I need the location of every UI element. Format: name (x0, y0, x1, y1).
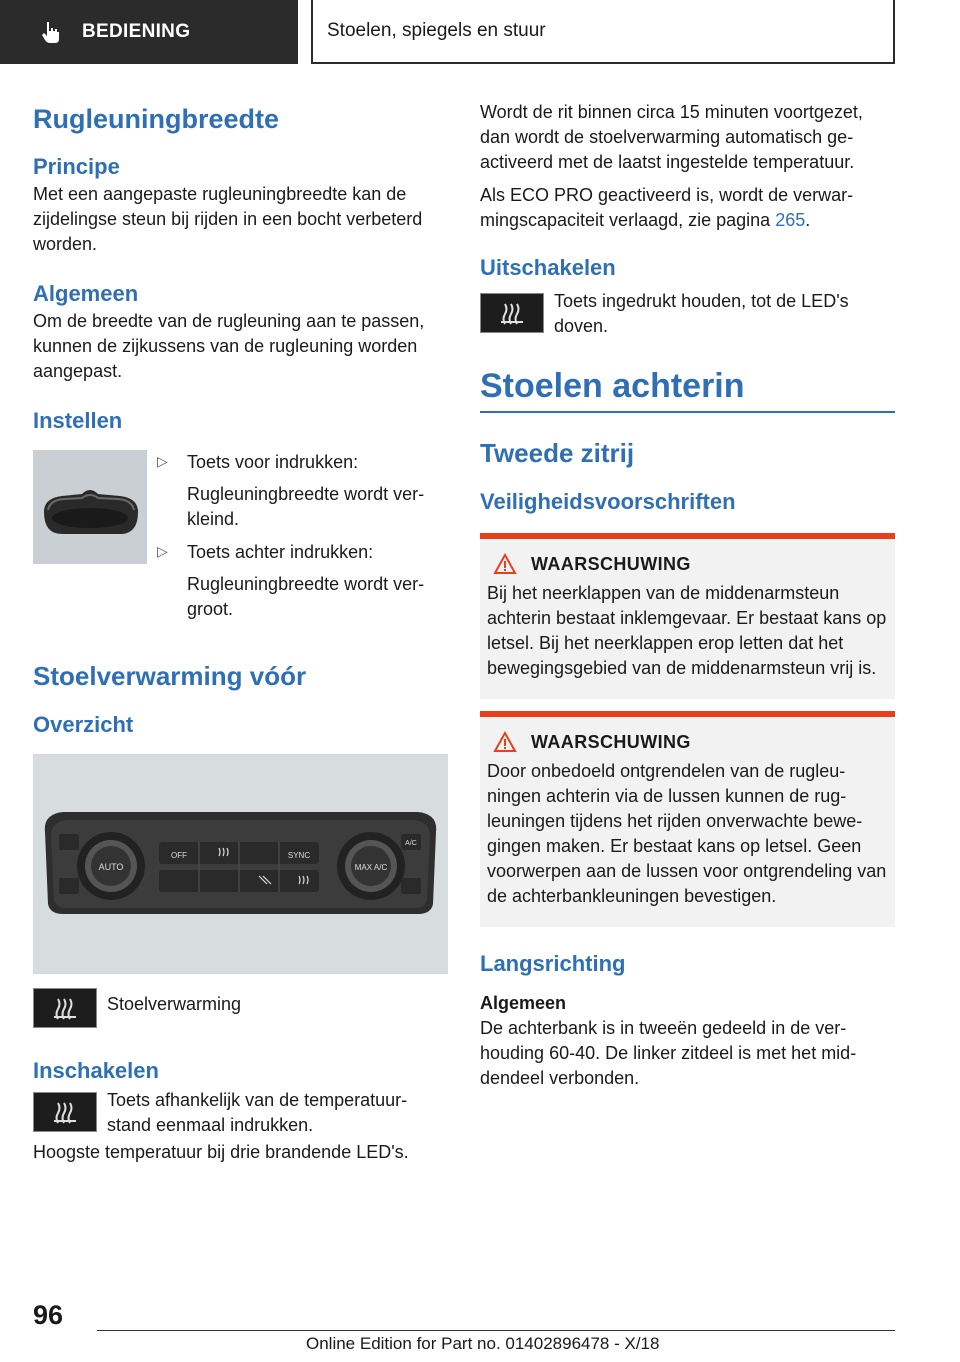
subheading-algemeen: Algemeen (480, 993, 567, 1013)
uitschakelen-text: Toets ingedrukt houden, tot de LED's doven. (554, 291, 849, 336)
inschakelen-row (33, 1088, 448, 1138)
warning-text: Bij het neerklappen van de middenarmsteun achterin bestaat inklemgevaar. Er bestaat kans op letsel. Bij het neerklappen erop letten dat het bewegingsgebied van de middenarmsteun vrij is. (487, 583, 887, 678)
seat-heating-caption: Stoelverwarming (107, 994, 242, 1014)
header-chapter (311, 0, 895, 64)
panel-label-max-ac: MAX A/C (354, 863, 388, 872)
header-chapter-label: Stoelen, spiegels en stuur (327, 20, 546, 41)
right-column (480, 100, 895, 1091)
seat-heating-caption-row (33, 988, 448, 1028)
bullet-text: Rugleuningbreedte wordt ver-kleind. (187, 484, 425, 529)
list-item (157, 540, 448, 622)
header-section-tab (0, 0, 298, 64)
heading-rugleuningbreedte: Rugleuningbreedte (33, 104, 280, 134)
warning-triangle-icon (493, 731, 517, 753)
page-number: 96 (33, 1300, 64, 1330)
rit-text: Wordt de rit binnen circa 15 minuten voortgezet, dan wordt de stoelverwarming automatisch ge-activeerd met de laatst ingestelde temperatuur. (480, 102, 863, 172)
inschakelen-text: Toets afhankelijk van de temperatuur-stand eenmaal indrukken. (107, 1090, 408, 1135)
heading-veiligheid: Veiligheidsvoorschriften (480, 489, 736, 514)
triangle-bullet-icon: ▷ (157, 543, 168, 559)
bullet-text: Rugleuningbreedte wordt ver-groot. (187, 574, 425, 619)
warning-triangle-icon (493, 553, 517, 575)
warning-heading: WAARSCHUWING (531, 553, 691, 574)
seat-heating-icon (480, 293, 544, 333)
left-column (33, 96, 448, 1165)
algemeen-text: Om de breedte van de rugleuning aan te passen, kunnen de zijkussens van de rugleuning worden aangepast. (33, 311, 425, 381)
warning-box (480, 533, 895, 699)
warning-heading: WAARSCHUWING (531, 731, 691, 752)
switch-icon (38, 472, 142, 542)
header-section-label: BEDIENING (82, 21, 191, 42)
hoogste-text: Hoogste temperatuur bij drie brandende LED's. (33, 1142, 409, 1162)
warning-box (480, 711, 895, 927)
heading-instellen: Instellen (33, 408, 123, 433)
heading-principe: Principe (33, 154, 120, 179)
panel-label-auto: AUTO (98, 862, 124, 872)
footer-divider (97, 1330, 895, 1331)
instellen-block (33, 450, 448, 622)
bullet-label: Toets voor indrukken: (187, 452, 359, 472)
page-link-265[interactable]: 265 (775, 210, 806, 230)
eco-text-body: Als ECO PRO geactiveerd is, wordt de verwar-mingscapaciteit verlaagd, zie pagina (480, 185, 854, 230)
heading-algemeen: Algemeen (33, 281, 139, 306)
instellen-bullets (157, 450, 448, 622)
eco-text (480, 183, 895, 233)
uitschakelen-row (480, 289, 895, 339)
climate-panel-image (33, 754, 448, 974)
heading-uitschakelen: Uitschakelen (480, 255, 616, 280)
heading-overzicht: Overzicht (33, 712, 134, 737)
backrest-width-switch-image (33, 450, 147, 564)
heading-stoelen-achterin: Stoelen achterin (480, 365, 895, 413)
panel-label-off: OFF (171, 851, 187, 860)
seat-heating-icon (33, 988, 97, 1028)
heading-inschakelen: Inschakelen (33, 1058, 159, 1083)
triangle-bullet-icon: ▷ (157, 453, 168, 469)
warning-text: Door onbedoeld ontgrendelen van de rugleu-ningen achterin via de lussen kunnen de rug-leuningen tijdens het rijden onverwachte bewe-gingen maken. Er bestaat kans op letsel. Geen voorwerpen aan de lussen voor ontgrendeling van de achterbankleuningen bevestigen. (487, 761, 887, 906)
panel-label-ac: A/C (405, 840, 417, 847)
langs-text: De achterbank is in tweeën gedeeld in de ver-houding 60-40. De linker zitdeel is met het mid-dendeel verbonden. (480, 1018, 857, 1088)
heading-stoelverwarming: Stoelverwarming vóór (33, 661, 307, 691)
eco-text-end: . (805, 210, 811, 230)
heading-tweede-zitrij: Tweede zitrij (480, 438, 635, 468)
heading-langsrichting: Langsrichting (480, 951, 626, 976)
climate-control-panel (33, 754, 448, 974)
panel-label-sync: SYNC (287, 851, 311, 860)
principe-text: Met een aangepaste rugleuningbreedte kan de zijdelingse steun bij rijden in een bocht verbeterd worden. (33, 184, 423, 254)
footer-edition: Online Edition for Part no. 01402896478 - X/18 (306, 1334, 660, 1353)
list-item (157, 450, 448, 532)
seat-heating-icon (33, 1092, 97, 1132)
hand-pointer-icon (38, 19, 64, 45)
bullet-label: Toets achter indrukken: (187, 542, 374, 562)
